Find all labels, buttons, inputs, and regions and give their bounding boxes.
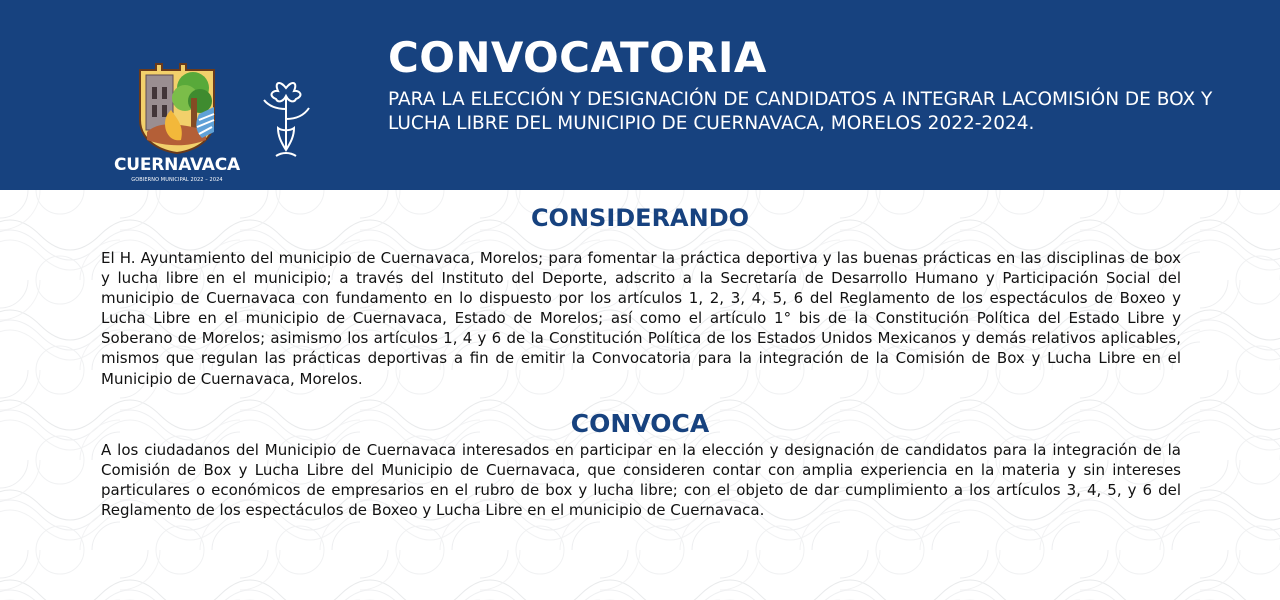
page-subtitle: PARA LA ELECCIÓN Y DESIGNACIÓN DE CANDIDATOS A INTEGRAR LACOMISIÓN DE BOX Y LUCHA LIBRE DEL MUNICIPIO DE CUERNAVACA, MORELOS 2022-2024. [388,89,1213,134]
government-period: GOBIERNO MUNICIPAL 2022 – 2024 [131,177,223,183]
flower-emblem-icon [258,78,314,160]
logo [102,62,322,184]
considerando-heading: CONSIDERANDO [530,204,750,232]
announcement-content [0,190,1280,600]
page-title: CONVOCATORIA [388,33,767,82]
convoca-heading: CONVOCA [570,409,710,438]
convoca-paragraph: A los ciudadanos del Municipio de Cuernavaca interesados en participar en la elección y designación de candidatos para la integración de la Comisión de Box y Lucha Libre del Municipio de Cuernavaca, que consideren contar con amplia experiencia en la materia y sin intereses particulares o económicos de empresarios en el rubro de box y lucha libre; con el objeto de dar cumplimiento a los artículos 3, 4, 5, y 6 del Reglamento de los espectáculos de Boxeo y Lucha Libre en el municipio de Cuernavaca. [101,441,1181,520]
considerando-paragraph: El H. Ayuntamiento del municipio de Cuernavaca, Morelos; para fomentar la práctica deportiva y las buenas prácticas en las disciplinas de box y lucha libre en el municipio; a través del Instituto del Deporte, adscrito a la Secretaría de Desarrollo Humano y Participación Social del municipio de Cuernavaca con fundamento en lo dispuesto por los artículos 1, 2, 3, 4, 5, 6 del Reglamento de los espectáculos de Boxeo y Lucha Libre en el municipio de Cuernavaca, Estado de Morelos; así como el artículo 1° bis de la Constitución Política del Estado Libre y Soberano de Morelos; asimismo los artículos 1, 4 y 6 de la Constitución Política de los Estados Unidos Mexicanos y demás relativos aplicables, mismos que regulan las prácticas deportivas a fin de emitir la Convocatoria para la integración de la Comisión de Box y Lucha Libre en el Municipio de Cuernavaca, Morelos. [101,249,1181,388]
municipality-name: CUERNAVACA [113,155,240,175]
municipal-crest-icon [136,62,218,154]
header-banner [0,0,1280,190]
